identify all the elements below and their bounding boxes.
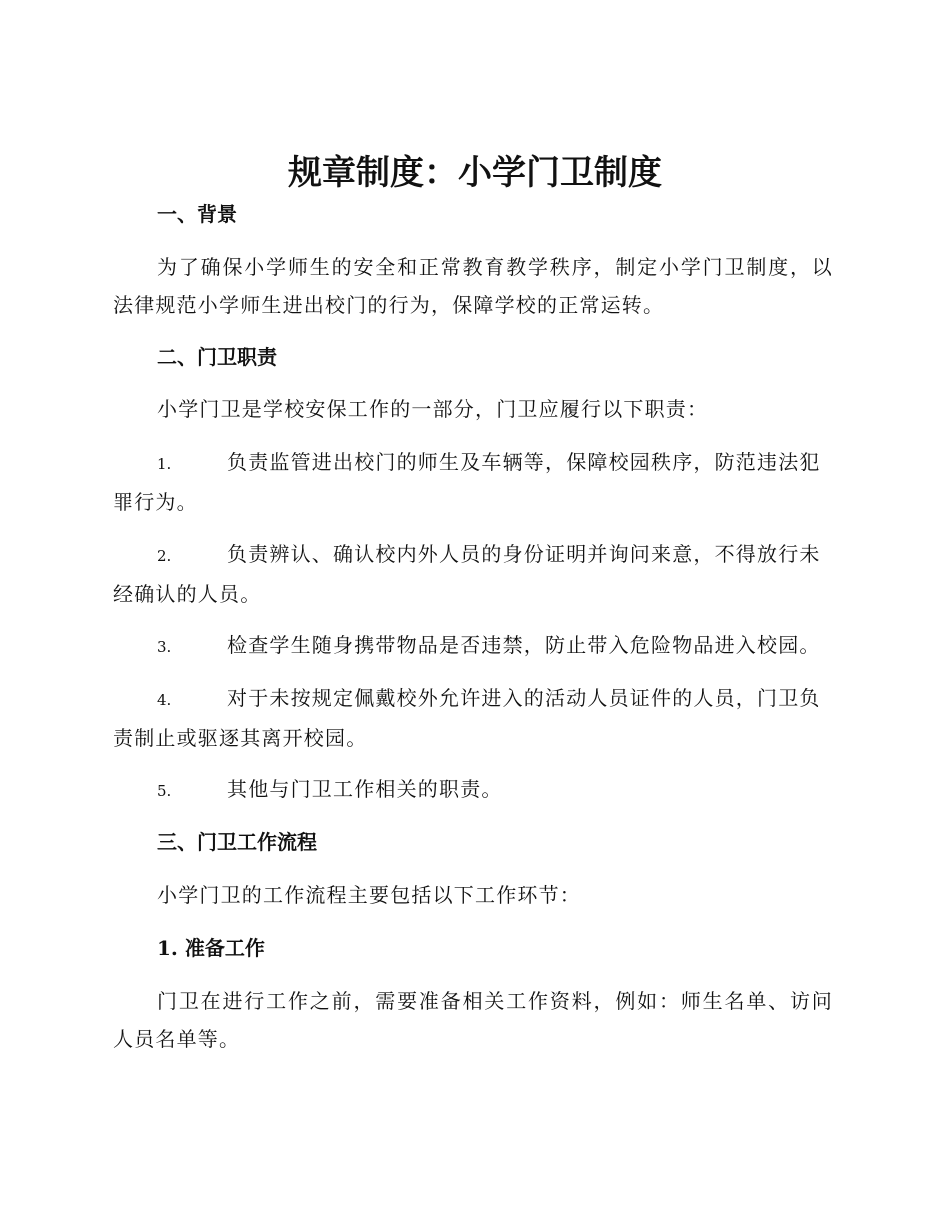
list-number: 5. [157, 782, 172, 800]
subsection-heading-preparation: 1. 准备工作 [157, 936, 265, 960]
duty-item-2 [113, 535, 833, 613]
list-item-text: 负责辨认、确认校内外人员的身份证明并询问来意，不得放行未经确认的人员。 [113, 542, 821, 606]
list-item-text: 对于未按规定佩戴校外允许进入的活动人员证件的人员，门卫负责制止或驱逐其离开校园。 [113, 686, 821, 750]
list-number: 3. [157, 638, 172, 656]
list-item-text: 其他与门卫工作相关的职责。 [227, 777, 503, 801]
list-number: 2. [157, 547, 172, 565]
duty-item-5 [113, 770, 833, 810]
list-item-text: 检查学生随身携带物品是否违禁，防止带入危险物品进入校园。 [227, 633, 821, 657]
section-heading-duties: 二、门卫职责 [157, 345, 277, 369]
duty-item-4 [113, 679, 833, 757]
section-heading-background: 一、背景 [157, 202, 237, 226]
preparation-paragraph: 门卫在进行工作之前，需要准备相关工作资料，例如：师生名单、访问人员名单等。 [113, 989, 833, 1051]
duties-intro: 小学门卫是学校安保工作的一部分，门卫应履行以下职责： [157, 397, 709, 421]
document-title: 规章制度：小学门卫制度 [288, 153, 662, 193]
section-heading-workflow: 三、门卫工作流程 [157, 830, 317, 854]
list-number: 4. [157, 691, 172, 709]
duty-item-1 [113, 443, 833, 521]
list-item-text: 负责监管进出校门的师生及车辆等，保障校园秩序，防范违法犯罪行为。 [113, 450, 821, 514]
workflow-intro: 小学门卫的工作流程主要包括以下工作环节： [157, 883, 581, 907]
duty-item-3 [113, 626, 833, 666]
background-paragraph: 为了确保小学师生的安全和正常教育教学秩序，制定小学门卫制度，以法律规范小学师生进出校门的行为，保障学校的正常运转。 [113, 255, 833, 317]
list-number: 1. [157, 455, 172, 473]
